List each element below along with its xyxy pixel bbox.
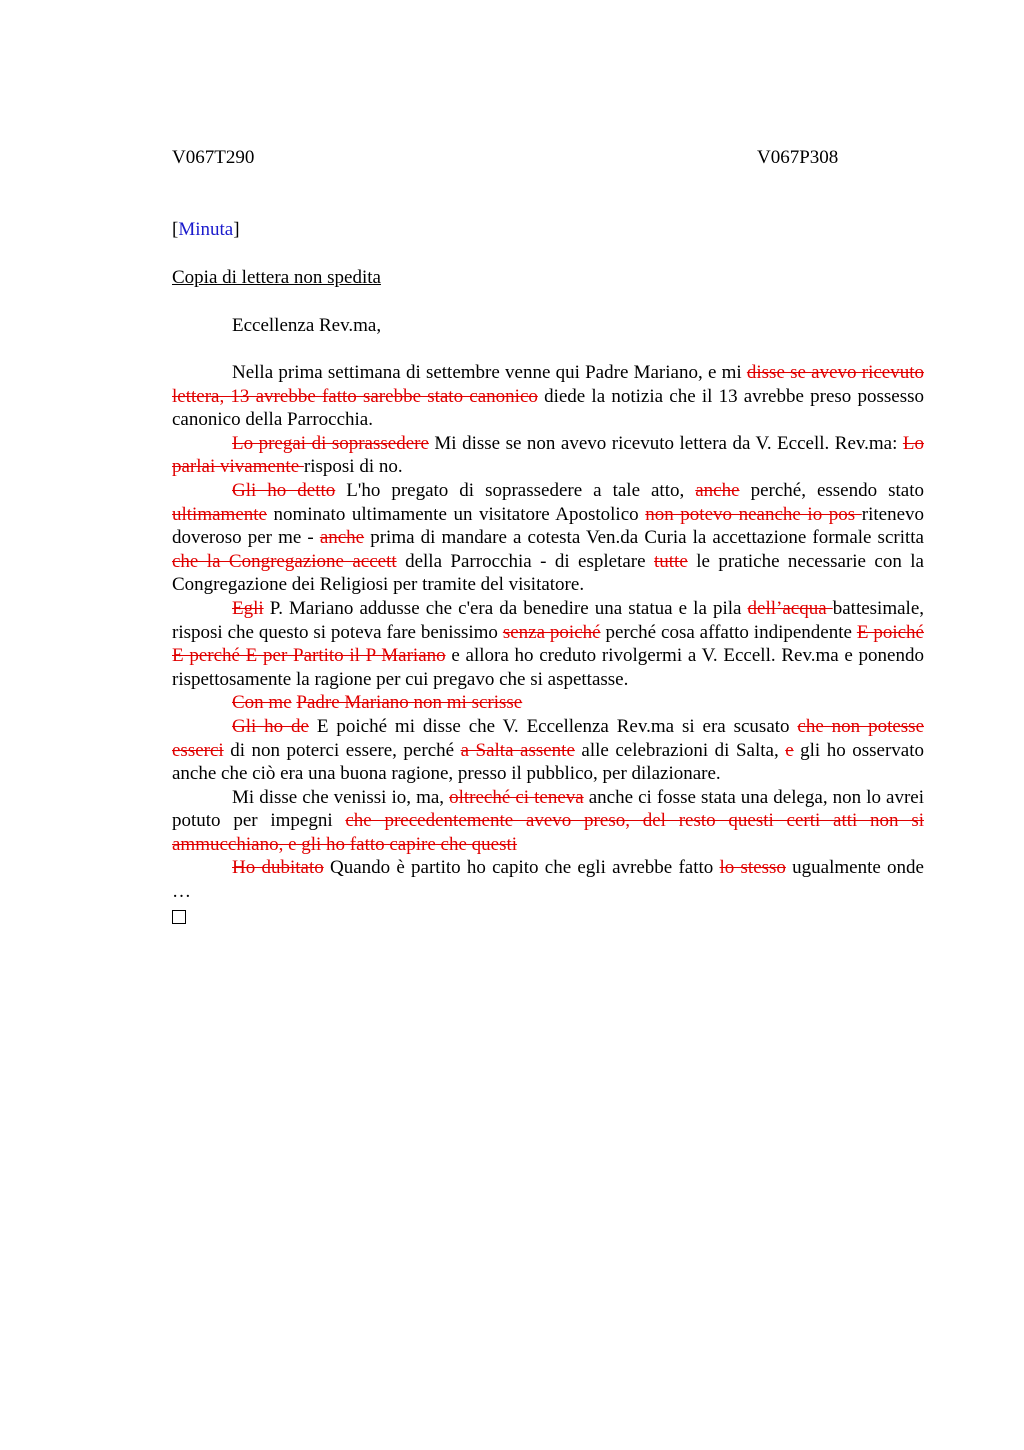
letter-text: diede la notizia che il 13 avrebbe preso possesso canonico della Parrocchia.	[172, 385, 924, 431]
letter-text: e allora ho creduto rivolgermi a V. Eccell. Rev.ma e ponendo rispettosamente la ragione per cui pregavo che si aspettasse.	[172, 645, 924, 690]
letter-text: Nella prima settimana di settembre venne qui Padre Mariano, e mi	[232, 362, 747, 383]
letter-text: alle celebrazioni di Salta,	[574, 739, 786, 761]
letter-text: della Parrocchia - di espletare	[396, 550, 654, 572]
letter-paragraph	[172, 856, 924, 903]
document-reference-left: V067T290	[172, 147, 255, 168]
letter-paragraph	[172, 786, 924, 857]
deleted-text: disse se avevo ricevuto lettera, 13 avrebbe fatto sarebbe stato canonico	[172, 362, 924, 407]
document-subtitle: Copia di lettera non spedita	[172, 267, 381, 288]
minuta-link[interactable]: Minuta	[178, 219, 234, 240]
letter-paragraph	[172, 715, 924, 786]
deleted-text: dell’acqua	[747, 597, 833, 619]
letter-text: perché cosa affatto indipendente	[600, 621, 857, 643]
letter-paragraph	[172, 479, 924, 597]
letter-text: ugualmente onde …	[172, 857, 924, 903]
deleted-text: anche	[319, 527, 365, 549]
deleted-text: E poiché E perché E per Partito il P Mariano	[172, 621, 924, 667]
salutation: Eccellenza Rev.ma,	[232, 315, 382, 336]
letter-paragraph	[172, 597, 924, 691]
minuta-open-bracket: [	[172, 219, 179, 240]
deleted-text: non potevo neanche io pos	[645, 503, 862, 525]
deleted-text: Padre Mariano non mi scrisse	[296, 692, 523, 714]
letter-text: prima di mandare a cotesta Ven.da Curia la accettazione formale scritta	[364, 527, 924, 549]
letter-paragraph	[172, 432, 924, 479]
deleted-text: a Salta assente	[460, 739, 575, 761]
deleted-text: Ho dubitato	[232, 857, 324, 879]
letter-text: le pratiche necessarie con la Congregazione dei Religiosi per tramite del visitatore.	[172, 550, 924, 596]
deleted-text: senza poiché	[502, 621, 601, 643]
letter-text: anche ci fosse stata una delega, non lo avrei potuto per impegni	[172, 786, 925, 832]
deleted-text: che precedentemente avevo preso, del resto questi certi atti non si ammucchiano, e gli ho fatto capire che questi	[172, 810, 924, 855]
minuta-close-bracket: ]	[233, 219, 240, 240]
letter-text: battesimale, risposi che questo si poteva fare benissimo	[172, 597, 925, 643]
letter-text: risposi di no.	[303, 456, 403, 478]
letter-text: Mi disse che venissi io, ma,	[232, 786, 450, 808]
document-reference-right: V067P308	[757, 147, 839, 168]
deleted-text: Lo parlai vivamente	[172, 432, 924, 478]
deleted-text: tutte	[653, 550, 688, 572]
letter-body	[172, 361, 924, 930]
letter-text: nominato ultimamente un visitatore Apostolico	[266, 503, 646, 525]
deleted-text: Gli ho detto	[232, 479, 336, 501]
letter-text: E poiché mi disse che V. Eccellenza Rev.ma si era scusato	[309, 715, 798, 737]
deleted-text: Gli ho de	[232, 715, 309, 737]
letter-text: Quando è partito ho capito che egli avrebbe fatto	[323, 857, 720, 879]
letter-text: ritenevo doveroso per me -	[172, 503, 925, 549]
deleted-text: e	[785, 739, 794, 761]
letter-paragraph	[172, 691, 924, 715]
letter-text: gli ho osservato anche che ciò era una buona ragione, presso il pubblico, per dilazionare.	[172, 739, 924, 785]
deleted-text: Egli	[232, 597, 264, 619]
deleted-text: Con me	[232, 692, 292, 714]
deleted-text: che la Congregazione accett	[172, 550, 397, 572]
letter-text: di non poterci essere, perché	[223, 739, 461, 761]
deleted-text: che non potesse esserci	[172, 715, 924, 761]
deleted-text: anche	[695, 479, 740, 501]
deleted-text: Lo pregai di soprassedere	[232, 432, 429, 454]
end-marker-icon	[172, 910, 186, 924]
deleted-text: lo stesso	[719, 857, 786, 879]
deleted-text: oltreché ci teneva	[449, 786, 584, 808]
letter-text: L'ho pregato di soprassedere a tale atto,	[335, 479, 696, 501]
minuta-tag	[172, 219, 240, 241]
deleted-text: ultimamente	[172, 503, 267, 525]
letter-text: perché, essendo stato	[739, 479, 924, 501]
letter-text: P. Mariano addusse che c'era da benedire una statua e la pila	[263, 597, 748, 619]
letter-paragraph	[172, 361, 924, 432]
letter-text: Mi disse se non avevo ricevuto lettera da V. Eccell. Rev.ma:	[428, 432, 903, 454]
